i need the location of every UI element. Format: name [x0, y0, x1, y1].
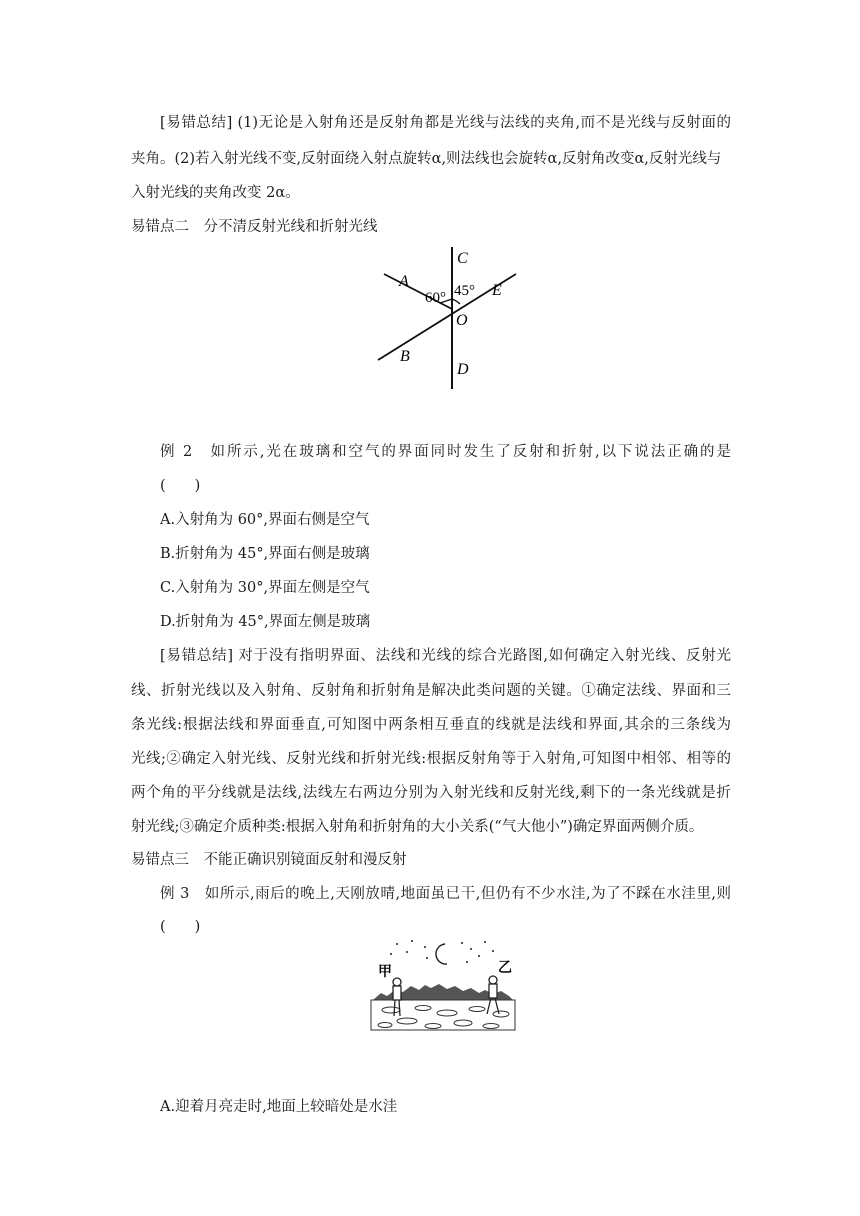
- angle-label-60: 60°: [425, 290, 446, 306]
- example2-option-c: C.入射角为 30°,界面左侧是空气: [160, 580, 370, 596]
- label-o: O: [456, 312, 468, 329]
- summary1-line-2: 夹角。(2)若入射光线不变,反射面绕入射点旋转α,则法线也会旋转α,反射角改变α,反射光线与: [131, 151, 722, 167]
- night-scene-figure: [367, 938, 519, 1034]
- angle-arc-right: [452, 299, 460, 304]
- moon-icon: [436, 944, 447, 964]
- summary1-line-3: 入射光线的夹角改变 2α。: [131, 185, 300, 201]
- summary1-line-1: [易错总结] (1)无论是入射角还是反射角都是光线与法线的夹角,而不是光线与反射面的: [160, 115, 731, 131]
- summary2-line-3: 条光线:根据法线和界面垂直,可知图中两条相互垂直的线就是法线和界面,其余的三条线为: [131, 717, 731, 733]
- summary2-line-2: 线、折射光线以及入射角、反射角和折射角是解决此类问题的关键。①确定法线、界面和三: [131, 683, 731, 699]
- stars: [390, 940, 494, 963]
- ray-diagram-figure: [370, 243, 530, 393]
- label-jia: 甲: [378, 965, 392, 980]
- example3-option-a: A.迎着月亮走时,地面上较暗处是水洼: [160, 1099, 398, 1115]
- label-a: A: [399, 273, 409, 290]
- ray-diagram-svg: [370, 243, 530, 393]
- summary2-line-1: [易错总结] 对于没有指明界面、法线和光线的综合光路图,如何确定入射光线、反射光: [160, 648, 731, 664]
- summary2-line-4: 光线;②确定入射光线、反射光线和折射光线:根据反射角等于入射角,可知图中相邻、相等的: [131, 751, 731, 767]
- summary2-line-5: 两个角的平分线就是法线,法线左右两边分别为入射光线和反射光线,剩下的一条光线就是折: [131, 785, 731, 801]
- angle-label-45: 45°: [454, 283, 475, 299]
- point2-title: 易错点二 分不清反射光线和折射光线: [131, 219, 378, 235]
- example2-paren: ( ): [160, 478, 201, 494]
- label-c: C: [457, 250, 468, 267]
- summary2-line-6: 射光线;③确定介质种类:根据入射角和折射角的大小关系(“气大他小”)确定界面两侧介质。: [131, 819, 704, 835]
- example2-option-a: A.入射角为 60°,界面右侧是空气: [160, 512, 370, 528]
- example2-option-b: B.折射角为 45°,界面右侧是玻璃: [160, 546, 370, 562]
- example2-stem: 例 2 如所示,光在玻璃和空气的界面同时发生了反射和折射,以下说法正确的是: [160, 444, 731, 460]
- label-d: D: [457, 361, 469, 378]
- example3-stem: 例 3 如所示,雨后的晚上,天刚放晴,地面虽已干,但仍有不少水洼,为了不踩在水洼里,则: [160, 886, 731, 902]
- example2-option-d: D.折射角为 45°,界面左侧是玻璃: [160, 614, 371, 630]
- label-yi: 乙: [498, 961, 512, 976]
- label-e: E: [492, 282, 502, 299]
- point3-title: 易错点三 不能正确识别镜面反射和漫反射: [131, 852, 407, 868]
- example3-paren: ( ): [160, 919, 201, 935]
- label-b: B: [400, 348, 410, 365]
- night-scene-svg: [367, 938, 519, 1034]
